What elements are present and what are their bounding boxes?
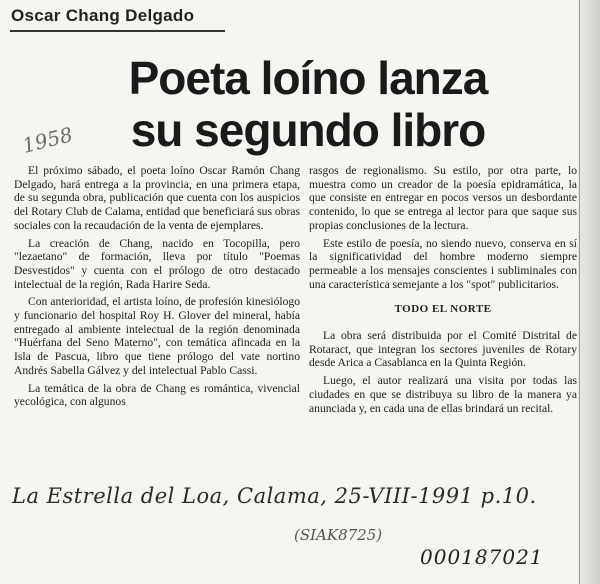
byline: Oscar Chang Delgado [11,6,195,25]
byline-rule [10,30,225,32]
handwritten-source-note: La Estrella del Loa, Calama, 25-VIII-1991 p.10. [12,484,537,508]
paragraph: Este estilo de poesía, no siendo nuevo, conserva en sí la significatividad del hombre moderno siempre permeable a los mensajes conscientes i subliminales con una característica semejante a los "spot" publicitarios. [309,236,577,291]
headline-line-1: Poeta loíno lanza [128,52,488,104]
article-column-left [14,164,300,413]
paragraph: Con anterioridad, el artista loíno, de profesión kinesiólogo y funcionario del hospital Roy H. Glover del mineral, había entregado al ambiente intelectual de la región denominada "Huérfana del Seno Materno", con temática afincada en la Isla de Pascua, libro que tiene prólogo del vate nortino Andrés Sabella Gálvez y del intelectual Pablo Cassi. [14,295,300,377]
section-subhead: TODO EL NORTE [394,303,492,316]
headline-line-2: su segundo libro [130,104,486,156]
paragraph: La creación de Chang, nacido en Tocopilla, pero "lezaetano" de formación, lleva por título "Poemas Desvestidos" y cuenta con el prólogo de otro destacado intelectual de la región, Rada Harire Seda. [14,236,300,291]
paragraph: La temática de la obra de Chang es romántica, vivencial yecológica, con algunos [14,381,300,409]
paragraph: Luego, el autor realizará una visita por todas las ciudades en que se distribuya su libro de la manera ya anunciada y, en cada una de ellas brindará un recital. [309,374,577,415]
headline [68,52,548,156]
paragraph: El próximo sábado, el poeta loíno Oscar Ramón Chang Delgado, hará entrega a la provincia, en una primera etapa, de su segunda obra, publicación que cuenta con los auspicios del Rotary Club de Calama, entidad que beneficiará sus obras sociales con la recaudación de la venta de ejemplares. [14,164,300,232]
scan-edge [578,0,600,584]
handwritten-record-number: 000187021 [420,545,544,569]
handwritten-year: 1958 [19,122,76,158]
article-column-right [309,164,577,419]
paragraph: La obra será distribuida por el Comité Distrital de Rotaract, que integran los sectores juveniles de Rotary desde Arica a Casablanca en la Quinta Región. [309,329,577,370]
scan-edge-line [579,0,580,584]
handwritten-catalog-code: (SIAK8725) [294,526,383,544]
paragraph: rasgos de regionalismo. Su estilo, por otra parte, lo muestra como un creador de la poesía epidramática, la que consiste en entregar en pocos versos un desbordante contenido, lo que se entrega al lector para que saque sus propias conclusiones de la lectura. [309,164,577,232]
